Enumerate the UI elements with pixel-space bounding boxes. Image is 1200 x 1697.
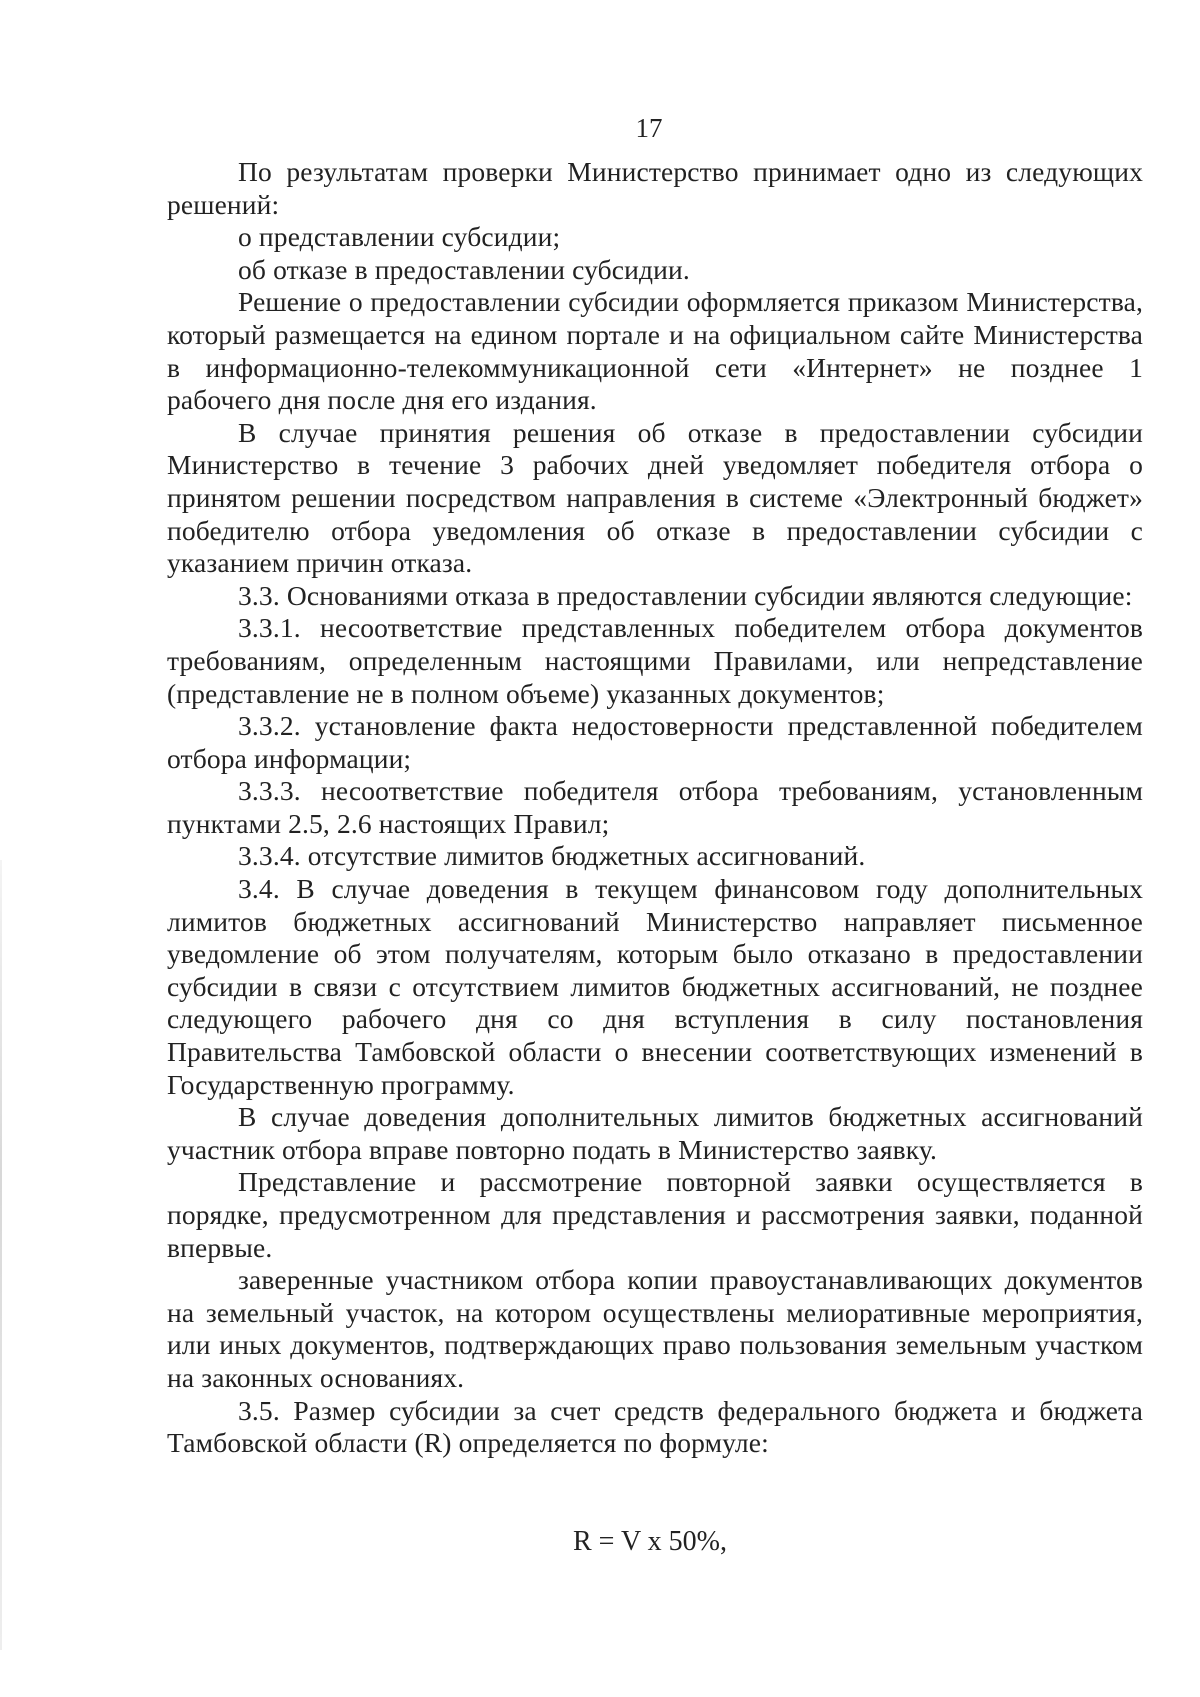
paragraph-verification-result: По результатам проверки Министерство принимает одно из следующих решений: [167,156,1143,220]
paragraph-decision-order: Решение о предоставлении субсидии оформляется приказом Министерства, который размещается на едином портале и на официальном сайте Министерства в информационно-телекоммуникационной сети «Интернет» не позднее 1 рабочего дня после дня его издания. [167,286,1143,416]
paragraph-clause-3-3-3: 3.3.3. несоответствие победителя отбора требованиям, установленным пунктами 2.5, 2.6 настоящих Правил; [167,775,1143,839]
paragraph-clause-3-4: 3.4. В случае доведения в текущем финансовом году дополнительных лимитов бюджетных ассигнований Министерство направляет письменное уведомление об этом получателям, которым было отказано в предоставлении субсидии в связи с отсутствием лимитов бюджетных ассигнований, не позднее следующего рабочего дня со дня вступления в силу постановления Правительства Тамбовской области о внесении соответствующих изменений в Государственную программу. [167,873,1143,1100]
paragraph-clause-3-5: 3.5. Размер субсидии за счет средств федерального бюджета и бюджета Тамбовской области (R) определяется по формуле: [167,1394,1143,1459]
paragraph-option-grant: о представлении субсидии; [238,221,561,253]
paragraph-clause-3-3-1: 3.3.1. несоответствие представленных победителем отбора документов требованиям, определенным настоящими Правилами, или непредставление (представление не в полном объеме) указанных документов; [167,612,1143,709]
page-number: 17 [635,113,663,143]
paragraph-refusal-notice: В случае принятия решения об отказе в предоставлении субсидии Министерство в течение 3 рабочих дней уведомляет победителя отбора о принятом решении посредством направления в системе «Электронный бюджет» победителю отбора уведомления об отказе в предоставлении субсидии с указанием причин отказа. [167,416,1143,579]
paragraph-land-documents: заверенные участником отбора копии правоустанавливающих документов на земельный участок, на котором осуществлены мелиоративные мероприятия, или иных документов, подтверждающих право пользования земельным участком на законных основаниях. [167,1264,1143,1393]
paragraph-clause-3-3: 3.3. Основаниями отказа в предоставлении субсидии являются следующие: [238,579,1133,611]
body-text [167,156,1143,1460]
subsidy-formula: R = V x 50%, [573,1526,727,1557]
paragraph-repeat-application: В случае доведения дополнительных лимитов бюджетных ассигнований участник отбора вправе повторно подать в Министерство заявку. [167,1101,1143,1165]
paragraph-repeat-review: Представление и рассмотрение повторной заявки осуществляется в порядке, предусмотренном для представления и рассмотрения заявки, поданной впервые. [167,1166,1143,1263]
paragraph-option-refusal: об отказе в предоставлении субсидии. [238,253,690,285]
paragraph-clause-3-3-2: 3.3.2. установление факта недостоверности представленной победителем отбора информации; [167,710,1143,774]
paragraph-clause-3-3-4: 3.3.4. отсутствие лимитов бюджетных ассигнований. [238,840,866,872]
